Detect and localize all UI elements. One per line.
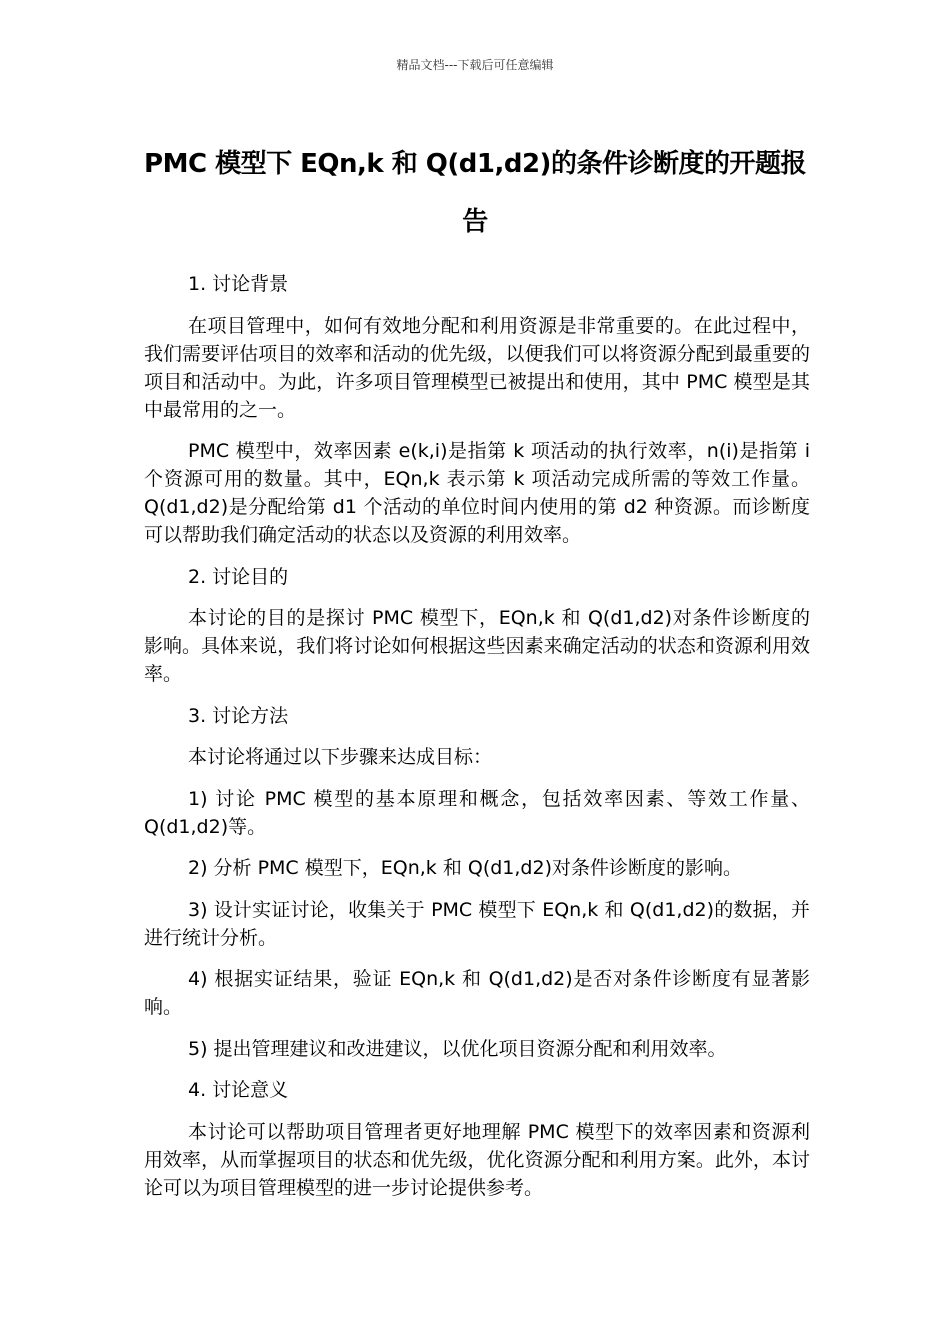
list-item: 5) 提出管理建议和改进建议，以优化项目资源分配和利用效率。 xyxy=(188,1037,727,1060)
document-body xyxy=(144,270,810,1215)
document-title: PMC 模型下 EQn,k 和 Q(d1,d2)的条件诊断度的开题报告 xyxy=(144,149,806,237)
paragraph: 本讨论的目的是探讨 PMC 模型下，EQn,k 和 Q(d1,d2)对条件诊断度的影响。具体来说，我们将讨论如何根据这些因素来确定活动的状态和资源利用效率。 xyxy=(144,607,810,685)
list-item: 4) 根据实证结果，验证 EQn,k 和 Q(d1,d2)是否对条件诊断度有显著影响。 xyxy=(144,968,810,1018)
paragraph: 本讨论将通过以下步骤来达成目标： xyxy=(188,746,493,768)
list-item: 3) 设计实证讨论，收集关于 PMC 模型下 EQn,k 和 Q(d1,d2)的数据，并进行统计分析。 xyxy=(144,898,810,949)
paragraph: PMC 模型中，效率因素 e(k,i)是指第 k 项活动的执行效率，n(i)是指第 i 个资源可用的数量。其中，EQn,k 表示第 k 项活动完成所需的等效工作量。Q(d1,d2)是分配给第 d1 个活动的单位时间内使用的第 d2 种资源。而诊断度可以帮助我们确定活动的状态以及资源的利用效率。 xyxy=(144,440,810,546)
section-heading-method: 3. 讨论方法 xyxy=(188,704,289,727)
section-heading-significance: 4. 讨论意义 xyxy=(188,1079,289,1101)
section-heading-background: 1. 讨论背景 xyxy=(188,273,289,295)
header-note: 精品文档---下载后可任意编辑 xyxy=(396,58,554,72)
section-heading-purpose: 2. 讨论目的 xyxy=(188,565,289,588)
list-item: 2) 分析 PMC 模型下，EQn,k 和 Q(d1,d2)对条件诊断度的影响。 xyxy=(188,857,742,879)
paragraph: 本讨论可以帮助项目管理者更好地理解 PMC 模型下的效率因素和资源利用效率，从而掌握项目的状态和优先级，优化资源分配和利用方案。此外，本讨论可以为项目管理模型的进一步讨论提供参考。 xyxy=(144,1120,810,1199)
list-item: 1) 讨论 PMC 模型的基本原理和概念，包括效率因素、等效工作量、Q(d1,d2)等。 xyxy=(144,787,810,838)
paragraph: 在项目管理中，如何有效地分配和利用资源是非常重要的。在此过程中，我们需要评估项目的效率和活动的优先级，以便我们可以将资源分配到最重要的项目和活动中。为此，许多项目管理模型已被提出和使用，其中 PMC 模型是其中最常用的之一。 xyxy=(144,314,810,421)
